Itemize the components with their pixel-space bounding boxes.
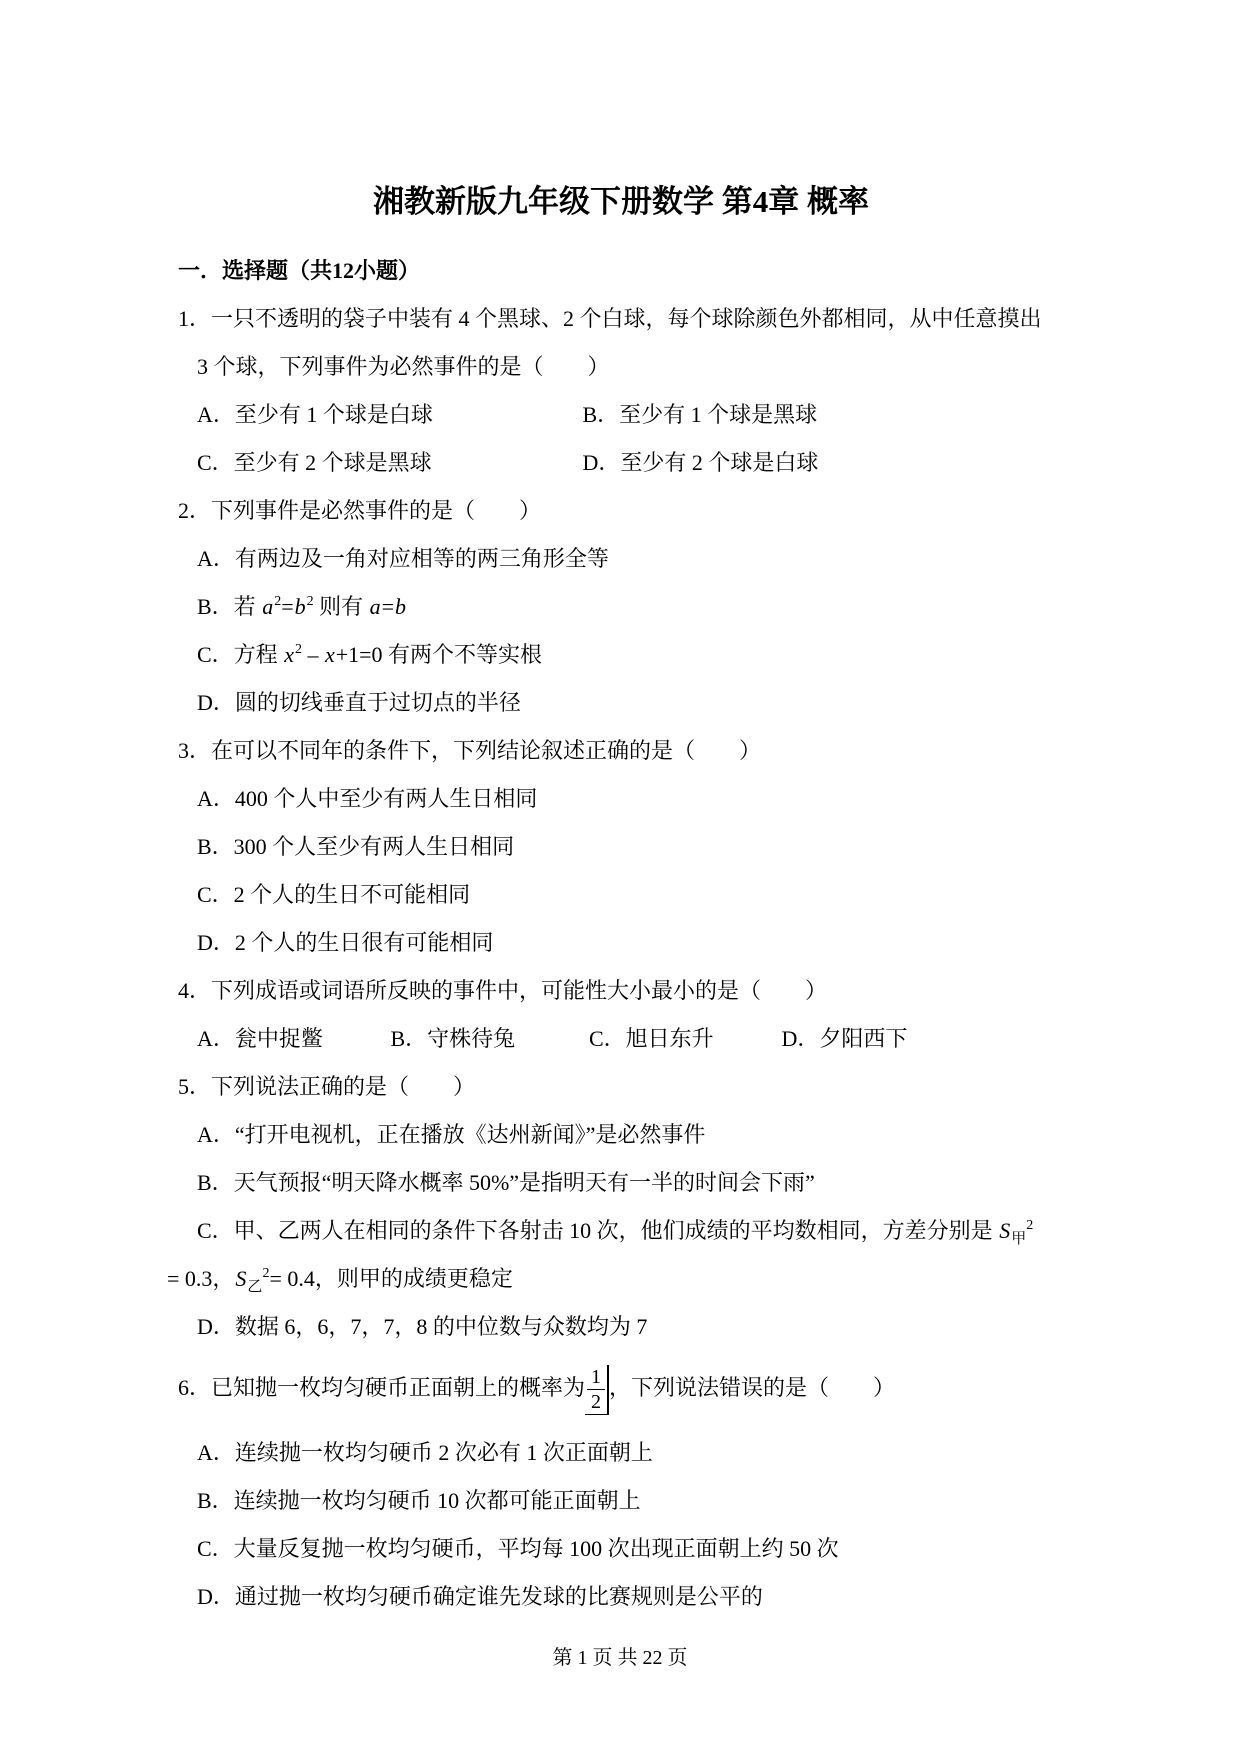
question-1 — [178, 295, 1078, 487]
question-5 — [167, 1063, 1078, 1351]
question-3-option-b: B．300 个人至少有两人生日相同 — [197, 834, 515, 859]
document-title: 湘教新版九年级下册数学 第4章 概率 — [373, 184, 869, 219]
question-4-stem: 4．下列成语或词语所反映的事件中，可能性大小最小的是（ ） — [178, 978, 828, 1003]
question-6 — [178, 1351, 1078, 1621]
question-3 — [178, 727, 1078, 967]
question-1-options-row-2 — [178, 439, 1078, 487]
question-4-option-c: C．旭日东升 — [589, 1026, 714, 1051]
question-5-option-b: B．天气预报“明天降水概率 50%”是指明天有一半的时间会下雨” — [197, 1170, 815, 1195]
question-2-stem: 2．下列事件是必然事件的是（ ） — [178, 498, 542, 523]
question-2 — [178, 487, 1078, 727]
question-1-options-row-1 — [178, 391, 1078, 439]
page-content — [167, 0, 1078, 1621]
question-3-option-a: A．400 个人中至少有两人生日相同 — [197, 786, 538, 811]
question-6-option-d: D．通过抛一枚均匀硬币确定谁先发球的比赛规则是公平的 — [197, 1584, 763, 1609]
question-1-option-b: B．至少有 1 个球是黑球 — [582, 402, 818, 427]
question-4-option-d: D．夕阳西下 — [781, 1026, 908, 1051]
question-2-option-b: B．若 $a^2=b^2$ 则有 a=b — [197, 594, 407, 619]
question-1-option-d: D．至少有 2 个球是白球 — [582, 450, 819, 475]
fraction: $\frac{1}{2}$ — [585, 1365, 609, 1415]
question-5-option-d: D．数据 6，6，7，7，8 的中位数与众数均为 7 — [197, 1314, 648, 1339]
question-2-option-d: D．圆的切线垂直于过切点的半径 — [197, 690, 521, 715]
question-5-option-a: A．“打开电视机，正在播放《达州新闻》”是必然事件 — [197, 1122, 706, 1147]
question-6-stem — [178, 1351, 1078, 1429]
question-5-stem: 5．下列说法正确的是（ ） — [178, 1074, 476, 1099]
question-5-option-c-line-1: C．甲、乙两人在相同的条件下各射击 10 次，他们成绩的平均数相同，方差分别是 $S_甲^2$ — [197, 1218, 1034, 1247]
question-1-option-c: C．至少有 2 个球是黑球 — [197, 450, 432, 475]
question-1-stem-line-2: 3 个球，下列事件为必然事件的是（ ） — [197, 354, 610, 379]
question-4-options-row — [178, 1015, 1078, 1063]
question-6-option-c: C．大量反复抛一枚均匀硬币，平均每 100 次出现正面朝上约 50 次 — [197, 1536, 839, 1561]
question-3-stem: 3．在可以不同年的条件下，下列结论叙述正确的是（ ） — [178, 738, 762, 763]
question-1-stem-line-1: 1．一只不透明的袋子中装有 4 个黑球、2 个白球，每个球除颜色外都相同，从中任意摸出 — [178, 306, 1042, 331]
question-4-option-a: A．瓮中捉鳖 — [197, 1026, 323, 1051]
question-2-option-c: C．方程 $x^2 - x+1=0$ 有两个不等实根 — [197, 642, 543, 667]
question-3-option-d: D．2 个人的生日很有可能相同 — [197, 930, 494, 955]
question-2-option-a: A．有两边及一角对应相等的两三角形全等 — [197, 546, 609, 571]
question-1-option-a: A．至少有 1 个球是白球 — [197, 402, 433, 427]
question-6-option-a: A．连续抛一枚均匀硬币 2 次必有 1 次正面朝上 — [197, 1440, 653, 1465]
question-3-option-c: C．2 个人的生日不可能相同 — [197, 882, 471, 907]
question-4 — [178, 967, 1078, 1063]
question-5-option-c-line-2: = 0.3，$S_乙^2= 0.4$，则甲的成绩更稳定 — [167, 1266, 513, 1295]
section-heading: 一．选择题（共12小题） — [178, 258, 421, 283]
page-footer: 第 1 页 共 22 页 — [552, 1647, 688, 1669]
question-4-option-b: B．守株待兔 — [390, 1026, 516, 1051]
question-6-stem-text: 6．已知抛一枚均匀硬币正面朝上的概率为 $\frac{1}{2}$ ，下列说法错误的是（ ） — [178, 1366, 896, 1413]
question-6-option-b: B．连续抛一枚均匀硬币 10 次都可能正面朝上 — [197, 1488, 641, 1513]
